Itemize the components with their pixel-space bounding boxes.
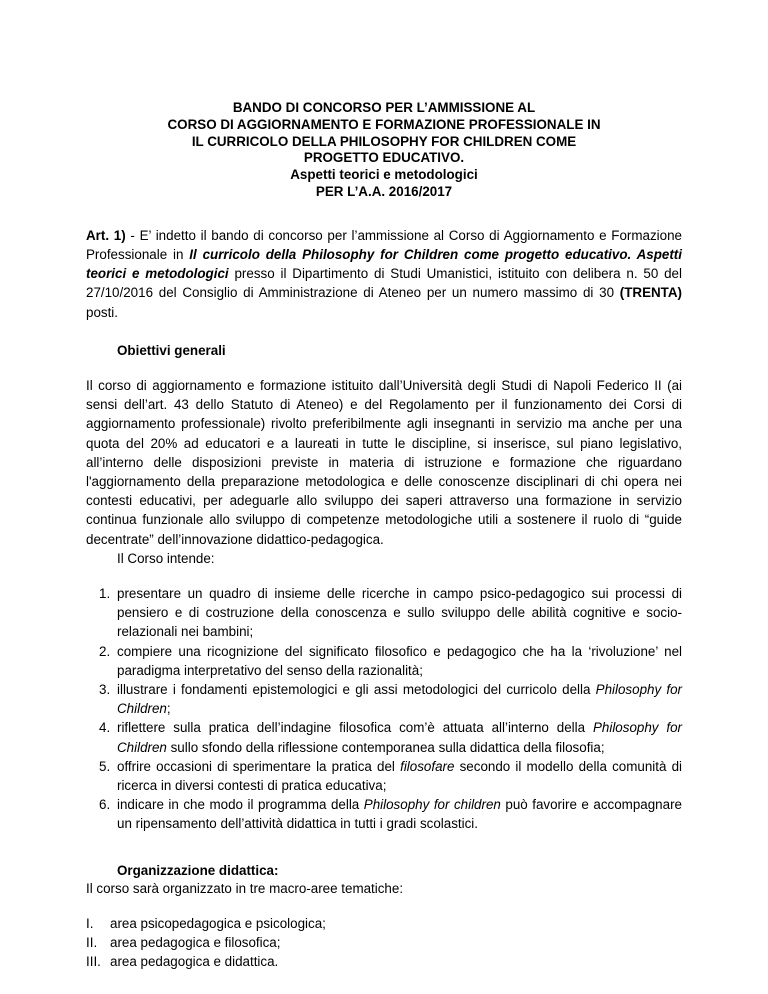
- document-title: [86, 100, 682, 201]
- posts-count-words: (TRENTA): [619, 285, 682, 301]
- article-text: posti.: [86, 304, 119, 320]
- list-number: 1.: [99, 586, 111, 602]
- list-text: secondo il modello della comunità di ricerca in diversi contesti di pratica educativa;: [117, 758, 683, 794]
- title-line: BANDO DI CONCORSO PER L’AMMISSIONE AL: [232, 100, 536, 115]
- list-item: [86, 584, 682, 642]
- list-text: illustrare i fondamenti epistemologici e gli assi metodologici del curricolo della: [117, 682, 596, 698]
- list-item: [86, 914, 682, 933]
- organizzazione-intro: Il corso sarà organizzato in tre macro-aree tematiche:: [86, 880, 404, 896]
- article-1-paragraph: [86, 226, 682, 322]
- article-text: presso il Dipartimento di Studi Umanistici, istituito con delibera n. 50 del 27/10/2016 del Consiglio di Amministrazione di Ateneo per un numero massimo di 30: [86, 266, 682, 301]
- list-text: offrire occasioni di sperimentare la pratica del: [117, 758, 401, 774]
- list-text: sullo sfondo della riflessione contemporanea sulla didattica della filosofia;: [166, 739, 605, 755]
- article-label: Art. 1): [86, 227, 126, 243]
- title-academic-year: PER L’A.A. 2016/2017: [315, 183, 453, 199]
- list-item: [86, 952, 682, 971]
- section-heading-obiettivi: Obiettivi generali: [117, 342, 226, 358]
- list-number: 5.: [99, 758, 111, 774]
- list-italic: Philosophy for Children: [117, 682, 683, 717]
- list-text: può favorire e accompagnare un ripensamento dell’attività didattica in tutti i gradi scolastici.: [117, 797, 682, 832]
- obiettivi-paragraph: Il corso di aggiornamento e formazione istituito dall’Università degli Studi di Napoli Federico II (ai sensi dell’art. 43 dello Statuto di Ateneo) e del Regolamento per il funzionamento dei Corsi di aggiornamento professionale) rivolto preferibilmente agli insegnanti in servizio ma anche per una quota del 20% ad educatori e a laureati in tutte le discipline, si inserisce, sul piano legislativo, all’interno delle disposizioni previste in materia di istruzione e formazione che riguardano l'aggiornamento della preparazione metodologica e delle conoscenze disciplinari di chi opera nei contesti educativi, per adeguarle allo sviluppo dei saperi attraverso una formazione in servizio continua funzionale allo sviluppo di competenze metodologiche utili a sostenere il ruolo di “guide decentrate” dell’innovazione didattico-pedagogica.: [86, 378, 682, 547]
- title-line: PROGETTO EDUCATIVO.: [303, 150, 465, 166]
- title-line: IL CURRICOLO DELLA PHILOSOPHY FOR CHILDREN COME: [191, 133, 577, 149]
- list-italic: Philosophy for children: [363, 797, 501, 813]
- list-number: II.: [86, 935, 98, 951]
- list-number: I.: [86, 915, 94, 931]
- article-text: - E’ indetto il bando di concorso per l’ammissione al Corso di Aggiornamento e Formazione Professionale in: [86, 227, 682, 262]
- list-number: 2.: [99, 643, 111, 659]
- list-text: ;: [166, 701, 171, 717]
- list-number: 3.: [99, 682, 111, 698]
- title-subtitle: Aspetti teorici e metodologici: [290, 167, 478, 183]
- list-number: 6.: [99, 797, 111, 813]
- list-item: [86, 933, 682, 952]
- list-text: presentare un quadro di insieme delle ricerche in campo psico-pedagogico sui processi di pensiero e di costruzione della conoscenza e sullo sviluppo delle abilità cognitive e socio-relazionali nei bambini;: [117, 586, 682, 640]
- list-text: compiere una ricognizione del significato filosofico e pedagogico che ha la ‘rivoluzione’ nel paradigma interpretativo del senso della razionalità;: [117, 643, 682, 678]
- section-heading-organizzazione: Organizzazione didattica:: [117, 862, 279, 878]
- list-italic: filosofare: [400, 758, 455, 774]
- list-number: 4.: [99, 720, 111, 736]
- list-text: area psicopedagogica e psicologica;: [110, 915, 326, 931]
- macro-areas-list: [86, 914, 682, 972]
- title-line: CORSO DI AGGIORNAMENTO E FORMAZIONE PROFESSIONALE IN: [167, 116, 601, 132]
- list-item: [86, 718, 682, 756]
- list-item: [86, 757, 682, 795]
- list-item: [86, 680, 682, 718]
- list-italic: Philosophy for Children: [117, 720, 682, 755]
- objectives-list: [86, 584, 682, 834]
- list-item: [86, 795, 682, 833]
- course-name: Il curricolo della Philosophy for Children come progetto educativo. Aspetti teorici e metodologici: [86, 246, 682, 282]
- list-text: area pedagogica e filosofica;: [110, 935, 281, 951]
- list-text: riflettere sulla pratica dell’indagine filosofica com’è attuata all’interno della: [117, 720, 593, 736]
- list-item: [86, 642, 682, 680]
- list-text: indicare in che modo il programma della: [117, 797, 364, 813]
- course-intends-label: Il Corso intende:: [117, 550, 215, 566]
- list-number: III.: [86, 954, 101, 970]
- list-text: area pedagogica e didattica.: [110, 954, 279, 970]
